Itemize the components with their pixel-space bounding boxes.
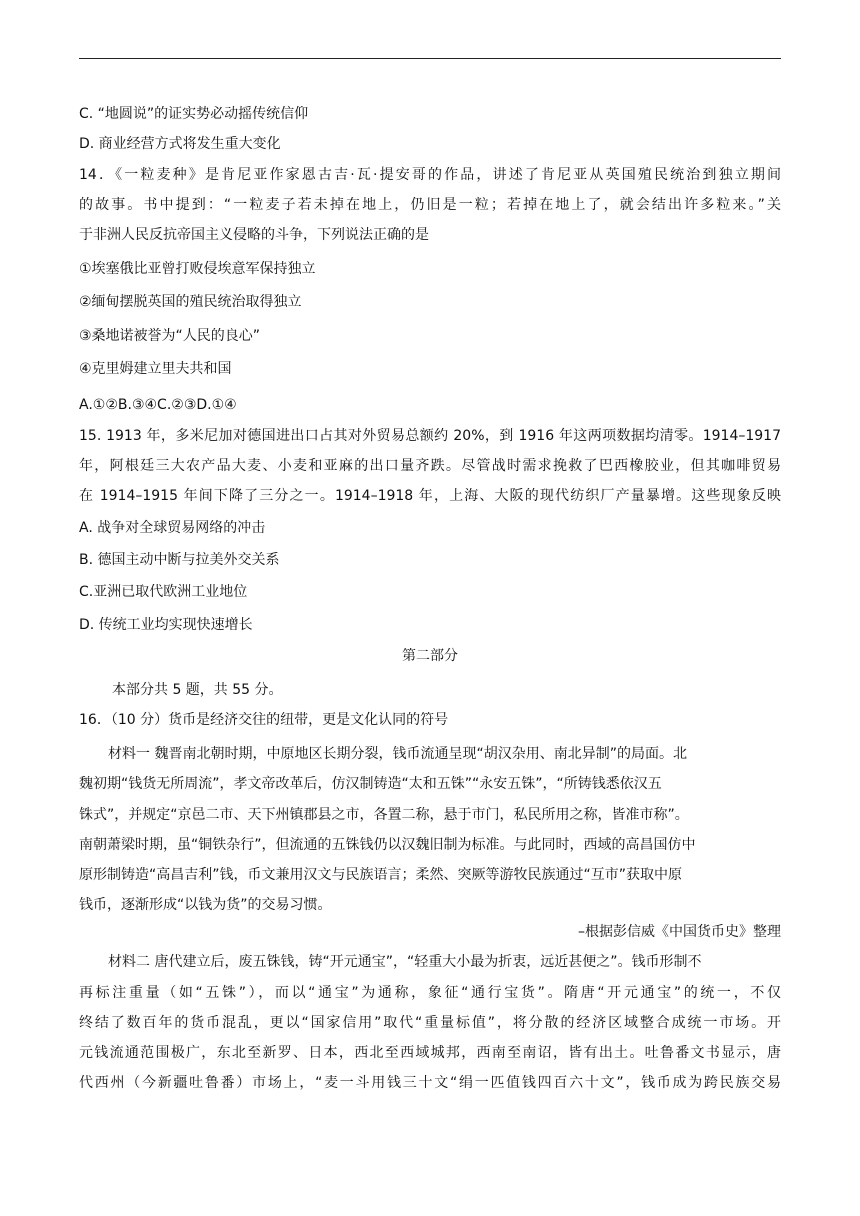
material-2-line-4: 元钱流通范围极广，东北至新罗、日本，西北至西域城邦，西南至南诏，皆有出土。吐鲁番文书显示，唐	[79, 1045, 781, 1061]
option-15b: B. 德国主动中断与拉美外交关系	[79, 552, 280, 568]
option-15a: A. 战争对全球贸易网络的冲击	[79, 520, 266, 536]
statement-4: ④克里姆建立里夫共和国	[79, 361, 232, 377]
question-15-line-2: 年，阿根廷三大农产品大麦、小麦和亚麻的出口量齐跌。尽管战时需求挽救了巴西橡胶业，但其咖啡贸易	[79, 458, 781, 474]
material-1-source: –根据彭信威《中国货币史》整理	[578, 924, 781, 940]
statement-2: ②缅甸摆脱英国的殖民统治取得独立	[79, 294, 302, 310]
question-16-stem: 16．（10 分）货币是经济交往的纽带，更是文化认同的符号	[79, 712, 449, 728]
question-14-line-2: 的故事。书中提到：“一粒麦子若未掉在地上，仍旧是一粒；若掉在地上了，就会结出许多粒来。”关	[79, 197, 781, 213]
material-1-line-4: 南朝萧梁时期，虽“铜铁杂行”，但流通的五铢钱仍以汉魏旧制为标准。与此同时，西域的高昌国仿中	[79, 837, 696, 853]
option-13d: D. 商业经营方式将发生重大变化	[79, 136, 281, 152]
question-15-line-3: 在 1914–1915 年间下降了三分之一。1914–1918 年，上海、大阪的现代纺织厂产量暴增。这些现象反映	[79, 488, 781, 504]
material-2-line-1: 材料二 唐代建立后，废五铢钱，铸“开元通宝”，“轻重大小最为折衷，远近甚便之”。钱币形制不	[108, 954, 702, 970]
material-1-line-5: 原形制铸造“高昌吉利”钱，币文兼用汉文与民族语言；柔然、突厥等游牧民族通过“互市”获取中原	[79, 867, 683, 883]
question-15-line-1: 15. 1913 年，多米尼加对德国进出口占其对外贸易总额约 20%，到 1916 年这两项数据均清零。1914–1917	[79, 428, 781, 444]
question-14-line-3: 于非洲人民反抗帝国主义侵略的斗争，下列说法正确的是	[79, 227, 429, 243]
material-2-line-5: 代西州（今新疆吐鲁番）市场上，“麦一斗用钱三十文“绢一匹值钱四百六十文”，钱币成为跨民族交易	[79, 1075, 781, 1091]
options-14: A.①②B.③④C.②③D.①④	[79, 397, 237, 413]
option-15d: D. 传统工业均实现快速增长	[79, 617, 253, 633]
material-2-line-3: 终结了数百年的货币混乱，更以“国家信用”取代“重量标值”，将分散的经济区域整合成统一市场。开	[79, 1015, 781, 1031]
question-14-line-1: 14．《一粒麦种》是肯尼亚作家恩古吉·瓦·提安哥的作品，讲述了肯尼亚从英国殖民统治到独立期间	[79, 167, 781, 183]
material-1-line-2: 魏初期“钱货无所周流”，孝文帝改革后，仿汉制铸造“太和五铢”“永安五铢”，“所铸钱悉依汉五	[79, 776, 662, 792]
option-13c: C. “地圆说”的证实势必动摇传统信仰	[79, 106, 309, 122]
header-rule	[79, 58, 781, 59]
statement-3: ③桑地诺被誉为“人民的良心”	[79, 328, 261, 344]
section-note: 本部分共 5 题，共 55 分。	[112, 682, 283, 698]
option-15c: C.亚洲已取代欧洲工业地位	[79, 584, 248, 600]
material-1-line-6: 钱币，逐渐形成“以钱为货”的交易习惯。	[79, 897, 332, 913]
section-title: 第二部分	[402, 648, 458, 664]
statement-1: ①埃塞俄比亚曾打败侵埃意军保持独立	[79, 261, 316, 277]
material-1-line-1: 材料一 魏晋南北朝时期，中原地区长期分裂，钱币流通呈现“胡汉杂用、南北异制”的局面。北	[108, 746, 687, 762]
material-2-line-2: 再标注重量（如“五铢”），而以“通宝”为通称，象征“通行宝货”。隋唐“开元通宝”的统一，不仅	[79, 985, 781, 1001]
material-1-line-3: 铢式”，并规定“京邑二市、天下州镇郡县之市，各置二称，悬于市门，私民所用之称，皆准市称”。	[79, 807, 689, 823]
